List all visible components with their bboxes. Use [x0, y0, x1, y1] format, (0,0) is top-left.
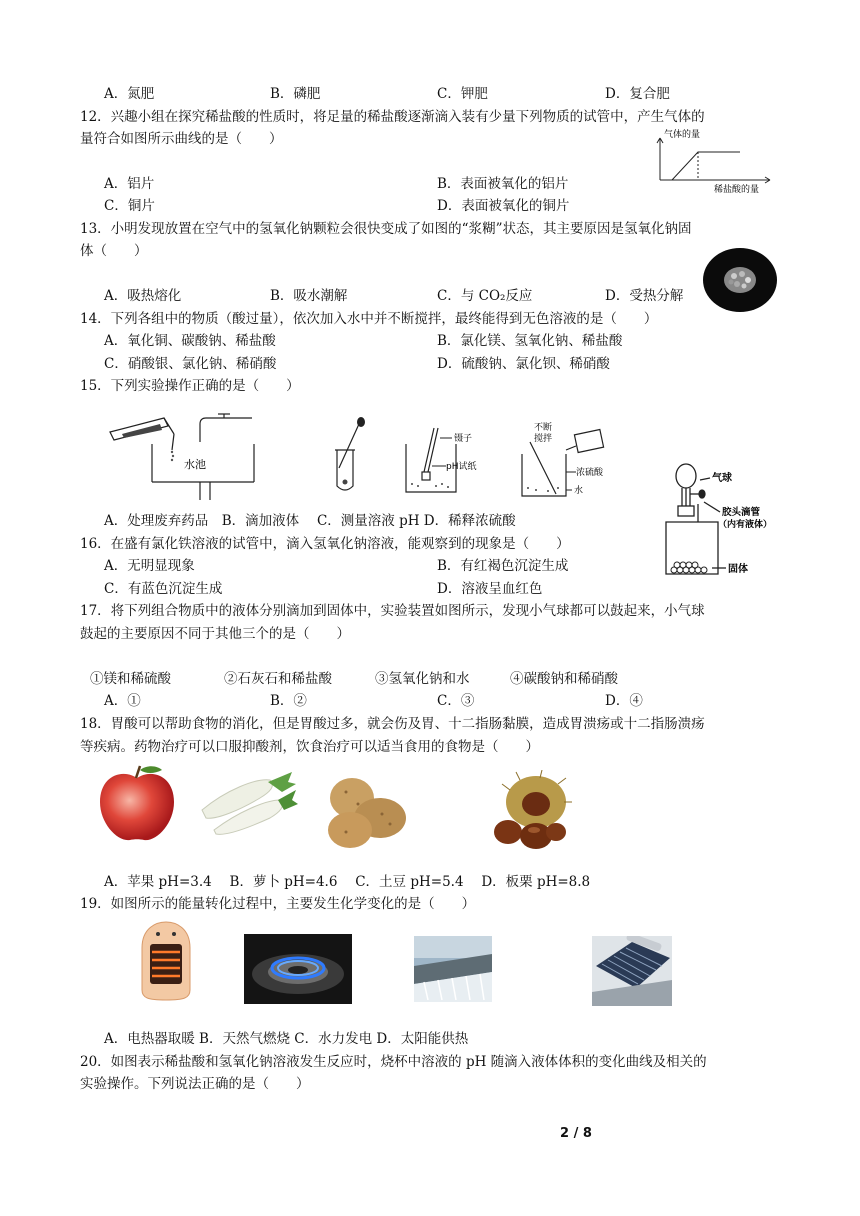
- q18-options: A．苹果 pH=3.4 B．萝卜 pH=4.6 C．土豆 pH=5.4 D．板栗 pH=8.8: [104, 874, 591, 890]
- q18-stem-line1: 18．胃酸可以帮助食物的消化，但是胃酸过多，就会伤及胃、十二指肠黏膜，造成胃溃疡或十二指肠溃疡: [80, 716, 705, 732]
- q12-stem-line1: 12．兴趣小组在探究稀盐酸的性质时，将足量的稀盐酸逐渐滴入装有少量下列物质的试管中，产生气体的: [80, 109, 705, 125]
- q19-stem: 19．如图所示的能量转化过程中，主要发生化学变化的是（ ）: [80, 896, 476, 912]
- q16-option-c: C．有蓝色沉淀生成: [104, 581, 223, 597]
- q12-option-d: D．表面被氧化的铜片: [437, 198, 570, 214]
- q13-option-d: D．受热分解: [605, 288, 684, 304]
- q12-option-c: C．铜片: [104, 198, 155, 214]
- q12-chart-xlabel: 稀盐酸的量: [714, 185, 760, 195]
- q17-balloon-apparatus: [652, 460, 788, 578]
- q13-paste-photo: [702, 247, 778, 313]
- q19-solar-heater-image: [592, 936, 672, 1006]
- q17-option-b: B．②: [270, 693, 307, 709]
- q12-stem-line2: 量符合如图所示曲线的是（ ）: [80, 131, 283, 147]
- q14-stem: 14．下列各组中的物质（酸过量），依次加入水中并不断搅拌，最终能得到无色溶液的是（ ）: [80, 311, 658, 327]
- q17-option-a: A．①: [104, 693, 141, 709]
- q20-stem-line1: 20．如图表示稀盐酸和氢氧化钠溶液发生反应时，烧杯中溶液的 pH 随滴入液体体积的变化曲线及相关的: [80, 1054, 707, 1070]
- q19-hydropower-image: [414, 936, 492, 1002]
- q15-options: A．处理废弃药品 B．滴加液体 C．测量溶液 pH D．稀释浓硫酸: [104, 513, 516, 529]
- page-number: 2 / 8: [560, 1126, 592, 1141]
- q16-option-a: A．无明显现象: [104, 558, 195, 574]
- q19-heater-image: [134, 918, 198, 1004]
- q18-apple-image: [96, 762, 178, 844]
- q14-option-c: C．硝酸银、氯化钠、稀硝酸: [104, 356, 277, 372]
- q16-option-b: B．有红褐色沉淀生成: [437, 558, 569, 574]
- q11-option-c: C．钾肥: [437, 86, 488, 102]
- q19-gas-stove-image: [244, 934, 352, 1004]
- q17-stem-line2: 鼓起的主要原因不同于其他三个的是（ ）: [80, 626, 350, 642]
- q15-label-stir: 不断: [534, 423, 553, 433]
- q20-stem-line2: 实验操作。下列说法正确的是（ ）: [80, 1076, 310, 1092]
- q19-options: A．电热器取暖 B．天然气燃烧 C．水力发电 D．太阳能供热: [104, 1031, 469, 1047]
- q18-stem-line2: 等疾病。药物治疗可以口服抑酸剂，饮食治疗可以适当食用的食物是（ ）: [80, 739, 539, 755]
- q12-option-b: B．表面被氧化的铝片: [437, 176, 569, 192]
- q12-chart-ylabel: 气体的量: [664, 130, 701, 140]
- q16-option-d: D．溶液呈血红色: [437, 581, 543, 597]
- q15-figure-b-dropper: [325, 416, 369, 492]
- q17-item-3: ③氢氧化钠和水: [375, 671, 470, 687]
- q12-option-a: A．铝片: [104, 176, 155, 192]
- q15-label-stir2: 搅拌: [534, 434, 553, 444]
- q11-option-a: A．氮肥: [104, 86, 155, 102]
- q15-label-water: 水: [574, 486, 584, 496]
- q18-chestnut-image: [490, 770, 572, 854]
- q17-item-1: ①镁和稀硫酸: [90, 671, 171, 687]
- q17-label-dropper: 胶头滴管: [722, 507, 761, 518]
- q13-stem-line2: 体（ ）: [80, 243, 148, 259]
- q15-label-ph-paper: pH试纸: [446, 462, 477, 472]
- q11-option-b: B．磷肥: [270, 86, 321, 102]
- q14-option-b: B．氯化镁、氢氧化钠、稀盐酸: [437, 333, 623, 349]
- q17-option-c: C．③: [437, 693, 475, 709]
- q15-figure-c-ph: [398, 424, 490, 496]
- q16-stem: 16．在盛有氯化铁溶液的试管中，滴入氢氧化钠溶液，能观察到的现象是（ ）: [80, 536, 570, 552]
- q11-option-d: D．复合肥: [605, 86, 670, 102]
- q13-option-c: C．与 CO₂反应: [437, 288, 533, 304]
- q13-stem-line1: 13．小明发现放置在空气中的氢氧化钠颗粒会很快变成了如图的“浆糊”状态，其主要原因是氢氧化钠固: [80, 221, 692, 237]
- q14-option-a: A．氧化铜、碳酸钠、稀盐酸: [104, 333, 276, 349]
- q17-item-4: ④碳酸钠和稀硝酸: [510, 671, 618, 687]
- q15-label-water-pool: 水池: [184, 458, 206, 471]
- q17-label-solid: 固体: [728, 564, 748, 575]
- q15-stem: 15．下列实验操作正确的是（ ）: [80, 378, 300, 394]
- q17-item-2: ②石灰石和稀盐酸: [224, 671, 332, 687]
- q13-option-a: A．吸热熔化: [104, 288, 182, 304]
- q18-radish-image: [196, 770, 298, 836]
- q17-label-balloon: 气球: [712, 473, 732, 484]
- q18-potato-image: [322, 770, 414, 852]
- q13-option-b: B．吸水潮解: [270, 288, 348, 304]
- q15-label-acid: 浓硫酸: [576, 468, 604, 478]
- q15-figure-d-dilute: [514, 420, 622, 502]
- q12-gas-curve-figure: [650, 128, 780, 196]
- q17-label-dropper-note: （内有液体）: [718, 520, 773, 530]
- q15-label-tweezers: 镊子: [454, 434, 473, 444]
- q17-stem-line1: 17．将下列组合物质中的液体分别滴加到固体中，实验装置如图所示，发现小气球都可以鼓起来，小气球: [80, 603, 705, 619]
- q17-option-d: D．④: [605, 693, 643, 709]
- q14-option-d: D．硫酸钠、氯化钡、稀硝酸: [437, 356, 610, 372]
- q15-figure-a-waste: [102, 410, 262, 502]
